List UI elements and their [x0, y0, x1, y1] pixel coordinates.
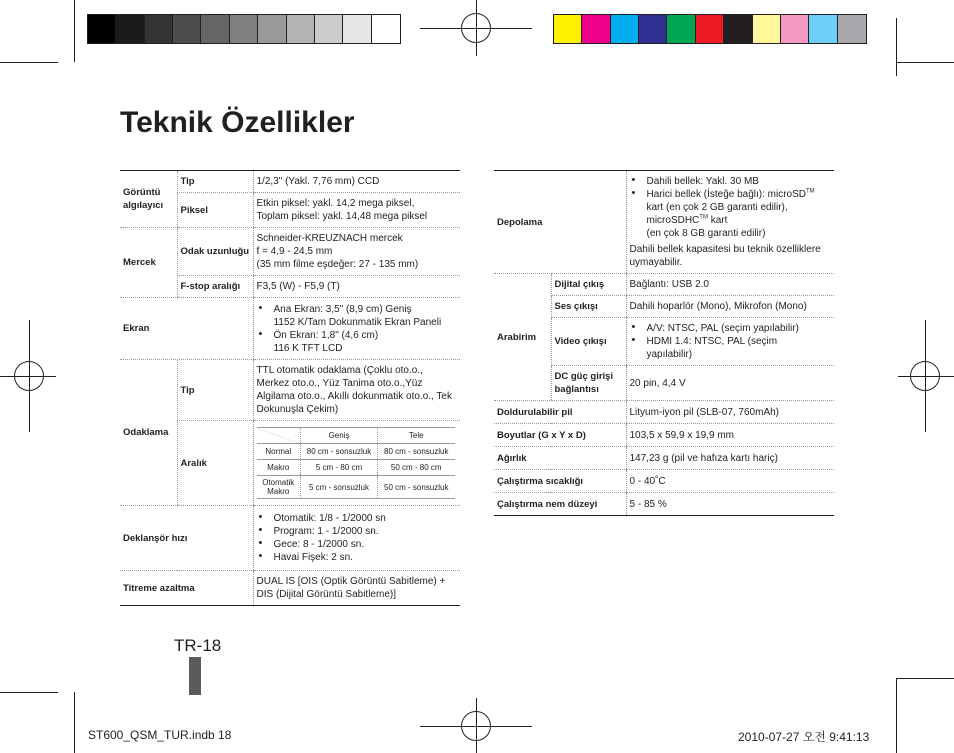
- page-tab-marker: [189, 657, 201, 695]
- spec-value: TTL otomatik odaklama (Çoklu oto.o., Merkez oto.o., Yüz Tanima oto.o.,Yüz Algilama oto.o., Akıllı dokunmatik oto.o., Tek Dokunuşla Çekim): [253, 360, 460, 421]
- list-item: • Havai Fişek: 2 sn.: [257, 551, 458, 564]
- table-row: [494, 493, 834, 516]
- spec-label: Titreme azaltma: [120, 571, 253, 606]
- table-row: [120, 571, 460, 606]
- color-swatch: [230, 15, 258, 43]
- crop-mark: [896, 62, 954, 63]
- color-swatch: [201, 15, 229, 43]
- color-swatch: [838, 15, 866, 43]
- left-spec-table: [120, 170, 460, 606]
- spec-label: Odaklama: [120, 360, 177, 506]
- table-cell: 50 cm - sonsuzluk: [378, 476, 455, 499]
- color-swatch: [145, 15, 173, 43]
- table-cell: 5 cm - 80 cm: [301, 460, 378, 476]
- focus-range-table: [257, 427, 455, 499]
- footer-file-info: ST600_QSM_TUR.indb 18: [88, 728, 232, 742]
- row-header: Otomatik Makro: [257, 476, 301, 499]
- spec-sublabel: Piksel: [177, 193, 253, 228]
- color-swatch: [582, 15, 610, 43]
- spec-value: Bağlantı: USB 2.0: [626, 274, 834, 296]
- spec-sublabel: Aralık: [177, 421, 253, 506]
- spec-value: 20 pin, 4,4 V: [626, 366, 834, 401]
- color-swatch: [116, 15, 144, 43]
- spec-value: [626, 318, 834, 366]
- spec-value: 147,23 g (pil ve hafıza kartı hariç): [626, 447, 834, 470]
- color-swatch: [724, 15, 752, 43]
- spec-value: [253, 506, 460, 571]
- page-number: TR-18: [174, 636, 222, 655]
- table-row: [494, 171, 834, 274]
- crop-mark: [74, 0, 75, 62]
- table-row: [494, 401, 834, 424]
- color-swatch: [88, 15, 116, 43]
- crop-mark: [0, 692, 58, 693]
- table-row: [120, 171, 460, 193]
- color-swatch: [639, 15, 667, 43]
- table-corner: [257, 428, 301, 444]
- spec-sublabel: DC güç girişi bağlantısı: [551, 366, 626, 401]
- color-bar: [553, 14, 867, 44]
- color-swatch: [667, 15, 695, 43]
- spec-value: 103,5 x 59,9 x 19,9 mm: [626, 424, 834, 447]
- spec-value: [253, 298, 460, 360]
- table-cell: 80 cm - sonsuzluk: [378, 444, 455, 460]
- list-item: • Ana Ekran: 3,5" (8,9 cm) Geniş 1152 K/Tam Dokunmatik Ekran Paneli: [257, 303, 458, 329]
- spec-label: Ağırlık: [494, 447, 626, 470]
- spec-value: [253, 421, 460, 506]
- list-item: • Otomatik: 1/8 - 1/2000 sn: [257, 512, 458, 525]
- color-swatch: [315, 15, 343, 43]
- crop-mark: [896, 678, 954, 679]
- spec-value: 5 - 85 %: [626, 493, 834, 516]
- table-row: [494, 447, 834, 470]
- spec-value: 1/2,3" (Yakl. 7,76 mm) CCD: [253, 171, 460, 193]
- crop-mark: [74, 692, 75, 753]
- color-swatch: [781, 15, 809, 43]
- list-item: • HDMI 1.4: NTSC, PAL (seçim yapılabilir): [630, 335, 832, 361]
- spec-value: DUAL IS [OIS (Optik Görüntü Sabitleme) + DIS (Dijital Görüntü Sabitleme)]: [253, 571, 460, 606]
- spec-label: Çalıştırma nem düzeyi: [494, 493, 626, 516]
- list-item: • Program: 1 - 1/2000 sn.: [257, 525, 458, 538]
- spec-sublabel: Dijital çıkış: [551, 274, 626, 296]
- color-swatch: [809, 15, 837, 43]
- spec-sublabel: Tip: [177, 360, 253, 421]
- spec-value: 0 - 40˚C: [626, 470, 834, 493]
- spec-label: Görüntü algılayıcı: [120, 171, 177, 228]
- spec-sublabel: Odak uzunluğu: [177, 228, 253, 276]
- list-item: • A/V: NTSC, PAL (seçim yapılabilir): [630, 322, 832, 335]
- color-swatch: [696, 15, 724, 43]
- color-swatch: [611, 15, 639, 43]
- table-row: [494, 274, 834, 296]
- color-swatch: [343, 15, 371, 43]
- spec-value: Schneider-KREUZNACH mercek f = 4,9 - 24,5 mm (35 mm filme eşdeğer: 27 - 135 mm): [253, 228, 460, 276]
- right-spec-table: [494, 170, 834, 516]
- color-swatch: [287, 15, 315, 43]
- crop-mark: [896, 678, 897, 753]
- table-row: [120, 506, 460, 571]
- color-swatch: [554, 15, 582, 43]
- crop-mark: [0, 62, 58, 63]
- list-item: • Ön Ekran: 1,8" (4,6 cm) 116 K TFT LCD: [257, 329, 458, 355]
- grayscale-bar: [87, 14, 401, 44]
- table-cell: 50 cm - 80 cm: [378, 460, 455, 476]
- table-row: [120, 298, 460, 360]
- spec-value: Dahili hoparlör (Mono), Mikrofon (Mono): [626, 296, 834, 318]
- spec-label: Mercek: [120, 228, 177, 298]
- column-header: Geniş: [301, 428, 378, 444]
- table-row: [494, 470, 834, 493]
- row-header: Makro: [257, 460, 301, 476]
- list-item: • Harici bellek (İsteğe bağlı): microSD™ kart (en çok 2 GB garanti edilir), microSDHC™ kart (en çok 8 GB garanti edilir): [630, 188, 832, 240]
- spec-sublabel: Video çıkışı: [551, 318, 626, 366]
- color-swatch: [372, 15, 400, 43]
- storage-note: Dahili bellek kapasitesi bu teknik özelliklere uymayabilir.: [629, 244, 821, 268]
- row-header: Normal: [257, 444, 301, 460]
- list-item: • Dahili bellek: Yakl. 30 MB: [630, 175, 832, 188]
- spec-label: Deklanşör hızı: [120, 506, 253, 571]
- page-title: Teknik Özellikler: [120, 106, 355, 139]
- spec-label: Çalıştırma sıcaklığı: [494, 470, 626, 493]
- column-header: Tele: [378, 428, 455, 444]
- table-row: [120, 360, 460, 421]
- spec-label: Boyutlar (G x Y x D): [494, 424, 626, 447]
- spec-label: Arabirim: [494, 274, 551, 401]
- color-swatch: [173, 15, 201, 43]
- list-item: • Gece: 8 - 1/2000 sn.: [257, 538, 458, 551]
- color-swatch: [258, 15, 286, 43]
- spec-label: Depolama: [494, 171, 626, 274]
- spec-value: Lityum-iyon pil (SLB-07, 760mAh): [626, 401, 834, 424]
- spec-sublabel: F-stop aralığı: [177, 276, 253, 298]
- table-cell: 5 cm - sonsuzluk: [301, 476, 378, 499]
- color-swatch: [753, 15, 781, 43]
- spec-label: Ekran: [120, 298, 253, 360]
- spec-value: F3,5 (W) - F5,9 (T): [253, 276, 460, 298]
- crop-mark: [896, 18, 897, 76]
- table-cell: 80 cm - sonsuzluk: [301, 444, 378, 460]
- spec-value: Etkin piksel: yakl. 14,2 mega piksel, Toplam piksel: yakl. 14,48 mega piksel: [253, 193, 460, 228]
- table-row: [120, 228, 460, 276]
- table-row: [494, 424, 834, 447]
- spec-value: [626, 171, 834, 274]
- spec-sublabel: Ses çıkışı: [551, 296, 626, 318]
- footer-timestamp: 2010-07-27 오전 9:41:13: [738, 730, 870, 744]
- spec-sublabel: Tip: [177, 171, 253, 193]
- spec-label: Doldurulabilir pil: [494, 401, 626, 424]
